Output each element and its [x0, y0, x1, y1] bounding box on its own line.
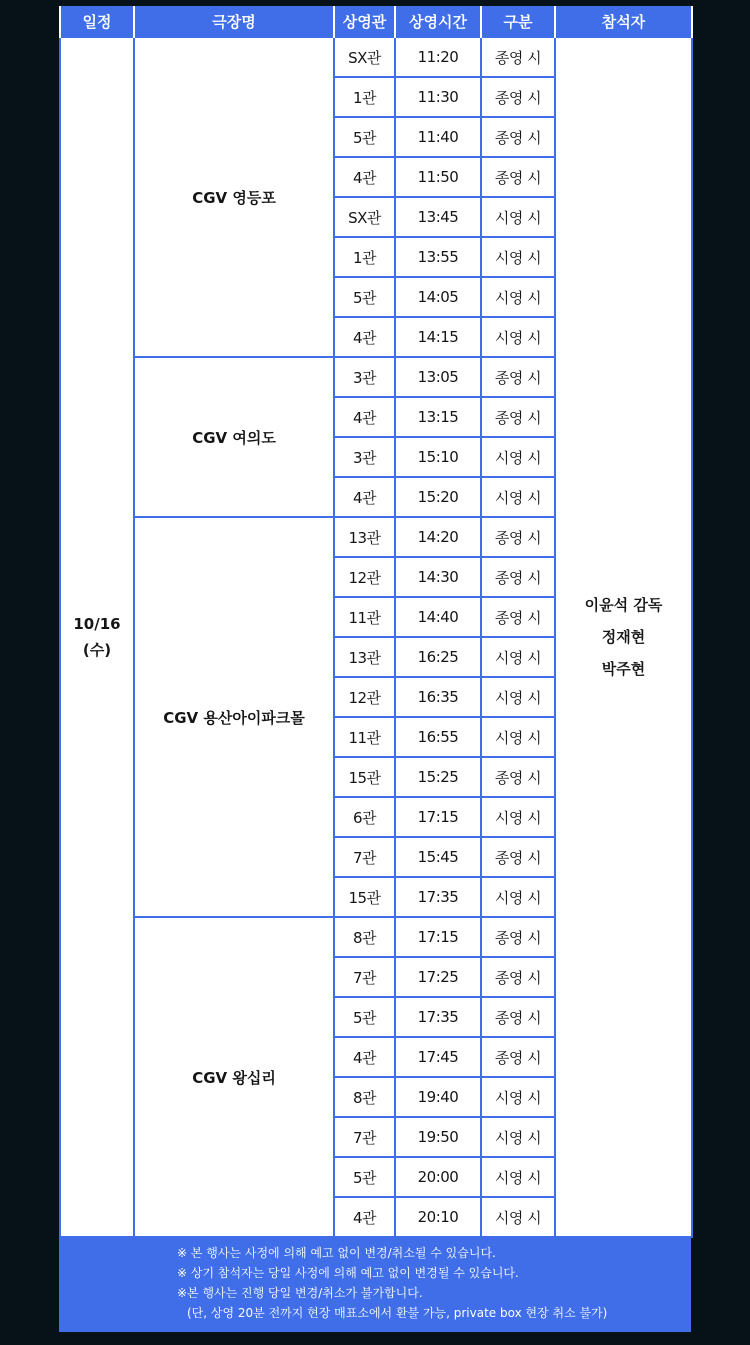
time-cell: 14:20	[395, 517, 481, 557]
time-cell: 11:40	[395, 117, 481, 157]
hall-cell: 15관	[334, 877, 395, 917]
notice-line: ※ 상기 참석자는 당일 사정에 의해 예고 없이 변경될 수 있습니다.	[177, 1266, 519, 1280]
time-cell: 16:35	[395, 677, 481, 717]
kind-cell: 시영 시	[481, 317, 555, 357]
kind-cell: 종영 시	[481, 557, 555, 597]
kind-cell: 종영 시	[481, 517, 555, 557]
kind-cell: 종영 시	[481, 397, 555, 437]
time-cell: 17:25	[395, 957, 481, 997]
time-cell: 17:15	[395, 917, 481, 957]
time-cell: 20:00	[395, 1157, 481, 1197]
notice-box	[59, 1232, 691, 1332]
hall-cell: 4관	[334, 1197, 395, 1237]
hall-cell: 8관	[334, 917, 395, 957]
header-hall: 상영관	[334, 6, 395, 37]
time-cell: 16:25	[395, 637, 481, 677]
time-cell: 13:15	[395, 397, 481, 437]
kind-cell: 시영 시	[481, 877, 555, 917]
hall-cell: 15관	[334, 757, 395, 797]
theater-name: CGV 영등포	[134, 37, 334, 357]
kind-cell: 시영 시	[481, 1077, 555, 1117]
kind-cell: 종영 시	[481, 77, 555, 117]
kind-cell: 종영 시	[481, 997, 555, 1037]
guest-name: 정재현	[601, 628, 646, 646]
notice-line: ※본 행사는 진행 당일 변경/취소가 불가합니다.	[177, 1286, 423, 1300]
kind-cell: 종영 시	[481, 157, 555, 197]
schedule-sheet	[59, 6, 691, 1332]
hall-cell: 5관	[334, 277, 395, 317]
kind-cell: 시영 시	[481, 717, 555, 757]
kind-cell: 종영 시	[481, 917, 555, 957]
hall-cell: 3관	[334, 437, 395, 477]
kind-cell: 종영 시	[481, 837, 555, 877]
hall-cell: SX관	[334, 37, 395, 77]
hall-cell: 8관	[334, 1077, 395, 1117]
hall-cell: SX관	[334, 197, 395, 237]
kind-cell: 종영 시	[481, 597, 555, 637]
header-guests: 참석자	[555, 6, 692, 37]
hall-cell: 1관	[334, 77, 395, 117]
hall-cell: 5관	[334, 997, 395, 1037]
notice-line: (단, 상영 20분 전까지 현장 매표소에서 환불 가능, private box 현장 취소 불가)	[187, 1306, 608, 1320]
kind-cell: 종영 시	[481, 117, 555, 157]
hall-cell: 5관	[334, 1157, 395, 1197]
kind-cell: 시영 시	[481, 1197, 555, 1237]
date-text: 10/16	[73, 615, 121, 633]
header-kind: 구분	[481, 6, 555, 37]
kind-cell: 종영 시	[481, 957, 555, 997]
time-cell: 15:20	[395, 477, 481, 517]
time-cell: 15:10	[395, 437, 481, 477]
hall-cell: 4관	[334, 317, 395, 357]
kind-cell: 시영 시	[481, 677, 555, 717]
time-cell: 17:15	[395, 797, 481, 837]
kind-cell: 시영 시	[481, 1117, 555, 1157]
theater-name: CGV 여의도	[134, 357, 334, 517]
kind-cell: 시영 시	[481, 1157, 555, 1197]
time-cell: 15:25	[395, 757, 481, 797]
header-theater: 극장명	[134, 6, 334, 37]
hall-cell: 7관	[334, 837, 395, 877]
kind-cell: 시영 시	[481, 197, 555, 237]
notice-line: ※ 본 행사는 사정에 의해 예고 없이 변경/취소될 수 있습니다.	[177, 1246, 496, 1260]
time-cell: 14:30	[395, 557, 481, 597]
time-cell: 11:20	[395, 37, 481, 77]
time-cell: 19:40	[395, 1077, 481, 1117]
hall-cell: 1관	[334, 237, 395, 277]
schedule-table	[59, 6, 693, 1238]
kind-cell: 종영 시	[481, 1037, 555, 1077]
kind-cell: 시영 시	[481, 237, 555, 277]
hall-cell: 11관	[334, 597, 395, 637]
time-cell: 20:10	[395, 1197, 481, 1237]
kind-cell: 시영 시	[481, 437, 555, 477]
hall-cell: 5관	[334, 117, 395, 157]
header-time: 상영시간	[395, 6, 481, 37]
kind-cell: 종영 시	[481, 757, 555, 797]
kind-cell: 시영 시	[481, 797, 555, 837]
theater-name: CGV 용산아이파크몰	[134, 517, 334, 917]
time-cell: 14:40	[395, 597, 481, 637]
hall-cell: 13관	[334, 637, 395, 677]
time-cell: 17:45	[395, 1037, 481, 1077]
schedule-body	[60, 37, 692, 1237]
hall-cell: 12관	[334, 557, 395, 597]
time-cell: 13:05	[395, 357, 481, 397]
header-row	[60, 6, 692, 37]
date-cell	[60, 37, 134, 1237]
hall-cell: 7관	[334, 1117, 395, 1157]
time-cell: 14:05	[395, 277, 481, 317]
kind-cell: 종영 시	[481, 37, 555, 77]
hall-cell: 3관	[334, 357, 395, 397]
time-cell: 15:45	[395, 837, 481, 877]
hall-cell: 13관	[334, 517, 395, 557]
guest-name: 이윤석 감독	[584, 596, 663, 614]
hall-cell: 4관	[334, 157, 395, 197]
hall-cell: 4관	[334, 477, 395, 517]
kind-cell: 시영 시	[481, 477, 555, 517]
hall-cell: 4관	[334, 397, 395, 437]
time-cell: 16:55	[395, 717, 481, 757]
time-cell: 17:35	[395, 997, 481, 1037]
time-cell: 13:45	[395, 197, 481, 237]
theater-name: CGV 왕십리	[134, 917, 334, 1237]
time-cell: 17:35	[395, 877, 481, 917]
hall-cell: 7관	[334, 957, 395, 997]
kind-cell: 시영 시	[481, 637, 555, 677]
kind-cell: 시영 시	[481, 277, 555, 317]
kind-cell: 종영 시	[481, 357, 555, 397]
time-cell: 19:50	[395, 1117, 481, 1157]
hall-cell: 11관	[334, 717, 395, 757]
header-date: 일정	[60, 6, 134, 37]
guest-name: 박주현	[601, 660, 646, 678]
time-cell: 11:50	[395, 157, 481, 197]
guests-cell	[555, 37, 692, 1237]
table-row	[60, 37, 692, 77]
time-cell: 14:15	[395, 317, 481, 357]
hall-cell: 12관	[334, 677, 395, 717]
time-cell: 11:30	[395, 77, 481, 117]
time-cell: 13:55	[395, 237, 481, 277]
hall-cell: 4관	[334, 1037, 395, 1077]
hall-cell: 6관	[334, 797, 395, 837]
weekday-text: (수)	[82, 641, 112, 659]
